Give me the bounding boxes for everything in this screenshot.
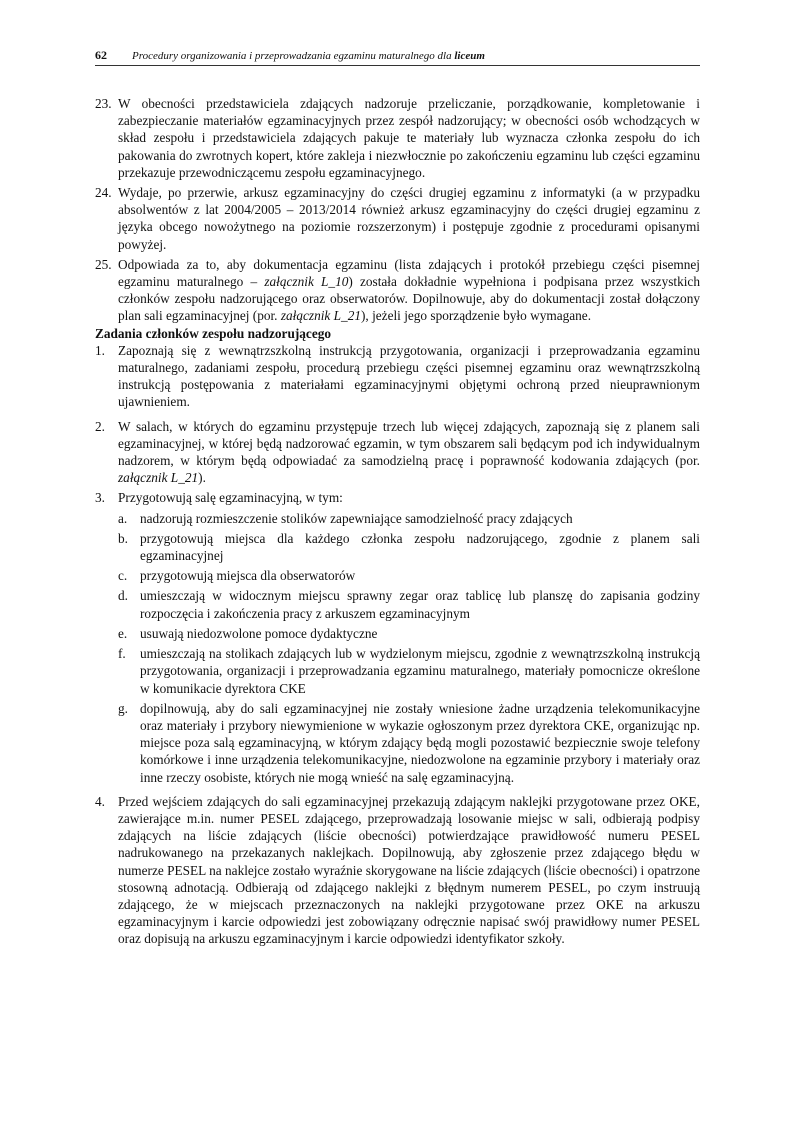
item-text: W salach, w których do egzaminu przystępuje trzech lub więcej zdających, zapoznają się z planem sali egzaminacyjnej, w której będą nadzorować egzamin, w tym obszarem sali będącym pod ich indywidualnym nadzorem, w którym będą odpowiadać za samodzielną pracę i poprawność kodowania zdających (por. załącznik L_21). bbox=[118, 418, 700, 486]
sub-list-item: c. przygotowują miejsca dla obserwatorów bbox=[118, 568, 356, 584]
list-item bbox=[95, 793, 700, 948]
list-item bbox=[95, 95, 700, 181]
item-number: 2. bbox=[95, 418, 105, 434]
sub-list-item: g. dopilnowują, aby do sali egzaminacyjnej nie zostały wniesione żadne urządzenia telekomunikacyjne oraz materiały i przybory niewymienione w wykazie ogłoszonym przez dyrektora CKE, organizując np. miejsce poza salą egzaminacyjną, w którym zdający będą mogli pozostawić bezpiecznie swoje telefony komórkowe i inne urządzenia telekomunikacyjne, niedozwolone na egzaminie przybory i materiały oraz inne rzeczy osobiste, których nie mogą wnieść na salę egzaminacyjną. bbox=[118, 700, 700, 785]
page-body bbox=[95, 95, 700, 948]
attachment-reference: załącznik L_21 bbox=[280, 308, 361, 324]
item-text: Zapoznają się z wewnątrzszkolną instrukcją przygotowania, organizacji i przeprowadzania egzaminu maturalnego, zadaniami zespołu, procedurą przebiegu części pisemnej egzaminu oraz wewnątrzszkolną instrukcją postępowania z materiałami egzaminacyjnymi objętymi ochroną przed nieuprawnionym ujawnieniem. bbox=[118, 342, 700, 410]
item-number: 25. bbox=[95, 256, 112, 272]
sub-list-item: f. umieszczają na stolikach zdających lub w wydzielonym miejscu, zgodnie z wewnątrzszkolną instrukcją przygotowania, organizacji i przeprowadzania egzaminu maturalnego, materiały pomocnicze określone w komunikacie dyrektora CKE bbox=[118, 646, 700, 696]
item-text: Wydaje, po przerwie, arkusz egzaminacyjny do części drugiej egzaminu z informatyki (a w przypadku absolwentów z lat 2004/2005 – 2013/2014 również arkusz egzaminacyjny do części drugiej egzaminu z języka obcego nowożytnego na poziomie rozszerzonym) i postępuje zgodnie z procedurami opisanymi powyżej. bbox=[118, 185, 700, 252]
attachment-reference: załącznik L_21 bbox=[118, 470, 199, 486]
item-text: Odpowiada za to, aby dokumentacja egzaminu (lista zdających i protokół przebiegu części pisemnej egzaminu maturalnego – załącznik L_10) została dokładnie wypełniona i podpisana przez wszystkich członków zespołu nadzorującego oraz obserwatorów. Dopilnowuje, aby do dokumentacji został dołączony plan sali egzaminacyjnej (por. załącznik L_21), jeżeli jego sporządzenie było wymagane. bbox=[118, 256, 700, 324]
list-item bbox=[95, 256, 700, 325]
list-item bbox=[95, 489, 700, 785]
item-number: 23. bbox=[95, 96, 112, 111]
running-title-bold: liceum bbox=[454, 50, 485, 62]
item-number: 4. bbox=[95, 793, 105, 809]
section-heading: Zadania członków zespołu nadzorującego bbox=[95, 325, 332, 341]
attachment-reference: załącznik L_10 bbox=[264, 274, 349, 290]
sub-list-item: d. umieszczają w widocznym miejscu sprawny zegar oraz tablicę lub planszę do zapisania godziny rozpoczęcia i zakończenia pracy z arkuszem egzaminacyjnym bbox=[118, 588, 700, 621]
sub-list-item: b. przygotowują miejsca dla każdego członka zespołu nadzorującego, zgodnie z planem sali egzaminacyjnej bbox=[118, 530, 700, 564]
page-number: 62 bbox=[95, 48, 107, 62]
item-number: 1. bbox=[95, 342, 105, 358]
sub-list bbox=[118, 510, 700, 786]
list-item bbox=[95, 418, 700, 487]
list-item bbox=[95, 342, 700, 411]
page-header bbox=[95, 48, 700, 66]
sub-list-item: e. usuwają niedozwolone pomoce dydaktyczne bbox=[118, 625, 378, 641]
running-title: Procedury organizowania i przeprowadzania egzaminu maturalnego dla bbox=[132, 50, 452, 62]
sub-list-item: a. nadzorują rozmieszczenie stolików zapewniające samodzielność pracy zdających bbox=[118, 510, 573, 526]
item-text: Przygotowują salę egzaminacyjną, w tym: a. nadzorują rozmieszczenie stolików zapewniające samodzielność pracy zdających b. przygotowują miejsca dla każdego członka zespołu nadzorującego, zgodnie z planem sali egzaminacyjnej c. przygotowują miejsca dla obserwatorów d. umieszczają w widocznym miejscu sprawny zegar oraz tablicę lub planszę do zapisania godziny rozpoczęcia i zakończenia pracy z arkuszem egzaminacyjnym e. usuwają niedozwolone pomoce dydaktyczne f. umieszczają na stolikach zdających lub w wydzielonym miejscu, zgodnie z wewnątrzszkolną instrukcją przygotowania, organizacji i przeprowadzania egzaminu maturalnego, materiały pomocnicze określone w komunikacie dyrektora CKE g. dopilnowują, aby do sali egzaminacyjnej nie zostały wniesione żadne urządzenia telekomunikacyjne oraz materiały i przybory niewymienione w wykazie ogłoszonym przez dyrektora CKE, organizując np. miejsce poza salą egzaminacyjną, w którym zdający będą mogli pozostawić bezpiecznie swoje telefony komórkowe i inne urządzenia telekomunikacyjne, niedozwolone na egzaminie przybory i materiały oraz inne rzeczy osobiste, których nie mogą wnieść na salę egzaminacyjną. bbox=[118, 490, 700, 785]
item-number: 24. bbox=[95, 185, 112, 201]
item-text: Przed wejściem zdających do sali egzaminacyjnej przekazują zdającym naklejki przygotowane przez OKE, zawierające m.in. numer PESEL zdającego, przeprowadzają losowanie miejsc w sali, odbierają podpisy zdających na liście zdających (liście obecności) potwierdzające prawidłowość numeru PESEL nadrukowanego na przekazanych naklejkach. Dopilnowują, aby zgłoszenie przez zdającego błędu w numerze PESEL na naklejce zostało wyraźnie skorygowane na liście zdających (liście obecności) i opatrzone stosowną adnotacją. Odbierają od zdającego naklejki z błędnym numerem PESEL, po czym instruują zdającego, że w miejscach przeznaczonych na naklejki przygotowane przez OKE na arkuszu egzaminacyjnym i karcie odpowiedzi jest zobowiązany odręcznie napisać swój prawidłowy numer PESEL oraz dopisują na arkuszu egzaminacyjnym i karcie odpowiedzi identyfikator szkoły. bbox=[118, 793, 700, 947]
item-text: W obecności przedstawiciela zdających nadzoruje przeliczanie, porządkowanie, kompletowanie i zabezpieczanie materiałów egzaminacyjnych przez zespół nadzorujący; w obecności osób wchodzących w skład zespołu i przedstawiciela zdających pakuje te materiały lub wyznacza członka zespołu do ich pakowania do zwrotnych kopert, które zakleja i niezwłocznie po zakończeniu egzaminu lub części egzaminu przekazuje przewodniczącemu zespołu egzaminacyjnego. bbox=[118, 96, 700, 180]
item-number: 3. bbox=[95, 490, 105, 506]
list-item bbox=[95, 184, 700, 253]
